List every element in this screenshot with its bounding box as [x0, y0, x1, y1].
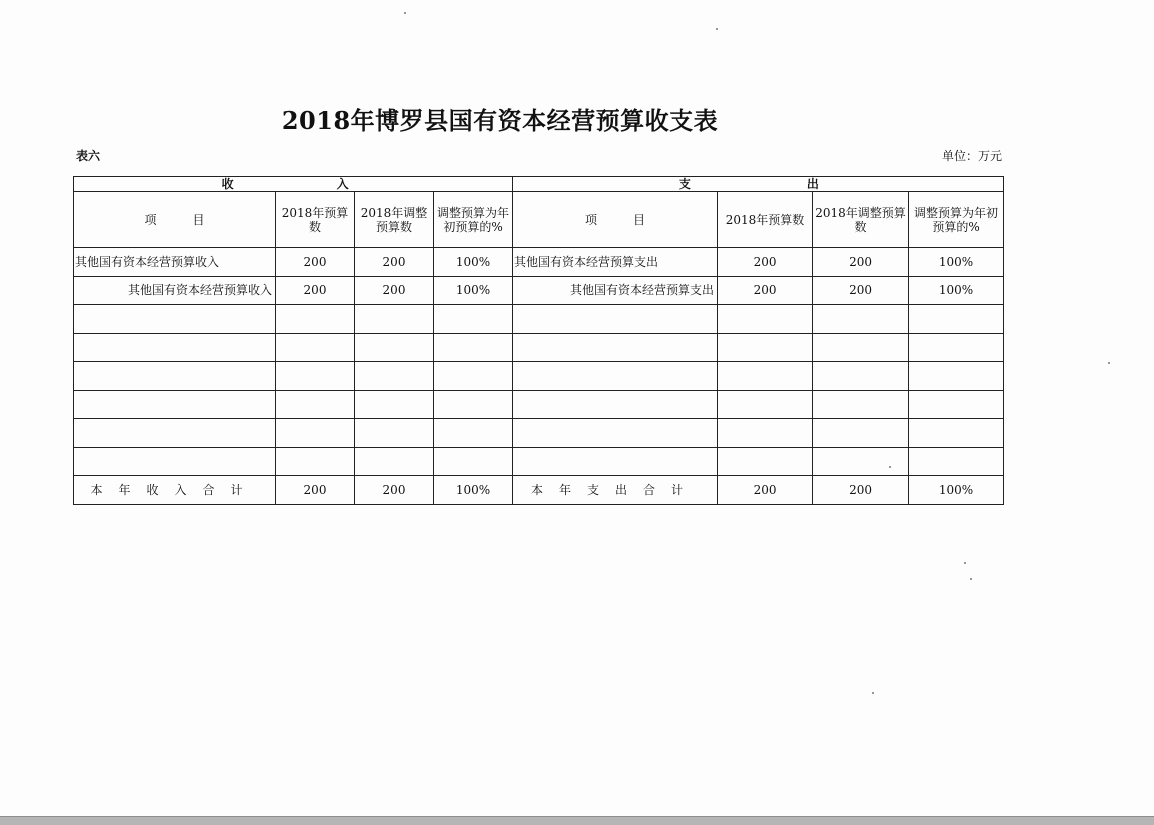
expense-total-adjusted: 200: [813, 476, 909, 505]
total-row: [74, 476, 1004, 505]
income-adjusted-cell: 200: [355, 276, 434, 305]
expense-budget-cell: 200: [718, 248, 813, 277]
income-total-pct: 100%: [434, 476, 513, 505]
scan-speck: [964, 562, 966, 564]
empty-row: [74, 390, 1004, 419]
scan-speck: [970, 578, 972, 580]
column-header-row: [74, 192, 1004, 248]
empty-row: [74, 305, 1004, 334]
expense-group-char-1: 支: [678, 177, 691, 191]
empty-row: [74, 419, 1004, 448]
header-expense-budget: 2018年预算数: [718, 192, 813, 248]
header-income-adjusted: 2018年调整预算数: [355, 192, 434, 248]
income-item-cell: 其他国有资本经营预算收入: [74, 248, 276, 277]
expense-budget-cell: 200: [718, 276, 813, 305]
expense-item-cell: 其他国有资本经营预算支出: [513, 276, 718, 305]
income-pct-cell: 100%: [434, 276, 513, 305]
empty-row: [74, 333, 1004, 362]
scan-speck: [716, 28, 718, 30]
header-expense-item: 项 目: [513, 192, 718, 248]
page-title: 2018年博罗县国有资本经营预算收支表: [281, 106, 719, 135]
income-item-cell: 其他国有资本经营预算收入: [74, 276, 276, 305]
expense-adjusted-cell: 200: [813, 276, 909, 305]
expense-adjusted-cell: 200: [813, 248, 909, 277]
income-budget-cell: 200: [276, 248, 355, 277]
income-budget-cell: 200: [276, 276, 355, 305]
header-expense-pct: 调整预算为年初预算的%: [909, 192, 1004, 248]
table-row: [74, 248, 1004, 277]
income-group-header: [74, 177, 513, 192]
income-total-label: 本年收入合计: [74, 476, 276, 505]
budget-table: [73, 176, 1004, 505]
expense-pct-cell: 100%: [909, 248, 1004, 277]
income-total-adjusted: 200: [355, 476, 434, 505]
scan-speck: [404, 12, 406, 14]
income-group-char-1: 收: [221, 177, 234, 191]
empty-row: [74, 362, 1004, 391]
header-income-budget: 2018年预算数: [276, 192, 355, 248]
table-number: 表六: [76, 149, 101, 163]
scan-speck: [889, 466, 891, 468]
income-pct-cell: 100%: [434, 248, 513, 277]
expense-total-pct: 100%: [909, 476, 1004, 505]
income-adjusted-cell: 200: [355, 248, 434, 277]
expense-group-char-2: 出: [806, 177, 819, 191]
expense-total-label: 本年支出合计: [513, 476, 718, 505]
header-income-pct: 调整预算为年初预算的%: [434, 192, 513, 248]
header-income-item: 项 目: [74, 192, 276, 248]
scan-speck: [1108, 362, 1110, 364]
table-row: [74, 276, 1004, 305]
header-expense-adjusted: 2018年调整预算数: [813, 192, 909, 248]
group-header-row: [74, 177, 1004, 192]
expense-pct-cell: 100%: [909, 276, 1004, 305]
unit-label: 单位：万元: [941, 149, 1002, 163]
income-group-char-2: 入: [336, 177, 349, 191]
expense-group-header: [513, 177, 1004, 192]
expense-item-cell: 其他国有资本经营预算支出: [513, 248, 718, 277]
income-total-budget: 200: [276, 476, 355, 505]
scan-speck: [872, 692, 874, 694]
empty-row: [74, 447, 1004, 476]
expense-total-budget: 200: [718, 476, 813, 505]
